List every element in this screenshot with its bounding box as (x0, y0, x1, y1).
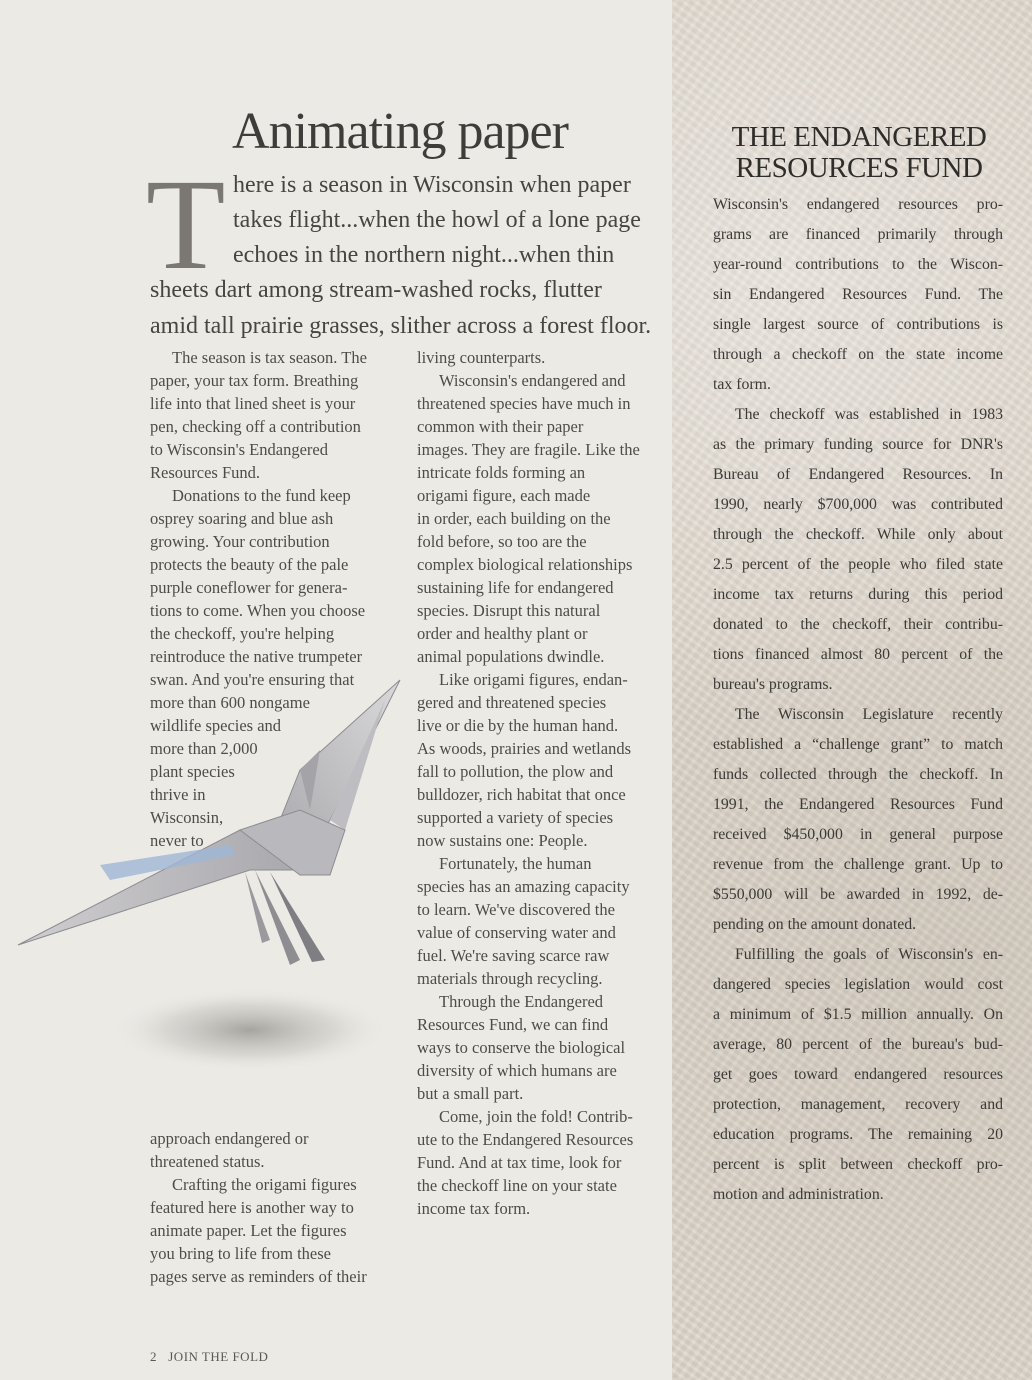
sidebar-line: Fulfilling the goals of Wisconsin's en- (735, 946, 1003, 963)
body-line: Like origami figures, endan- (439, 670, 628, 689)
sidebar-line: as the primary funding source for DNR's (713, 436, 1003, 453)
body-line: Fortunately, the human (439, 854, 592, 873)
body-line: supported a variety of species (417, 808, 614, 827)
body-line: diversity of which humans are (417, 1061, 617, 1080)
body-line: Come, join the fold! Contrib- (439, 1107, 633, 1126)
sidebar-line: bureau's programs. (713, 676, 833, 693)
sidebar-line: protection, management, recovery and (713, 1096, 1003, 1113)
body-line: fuel. We're saving scarce raw (417, 946, 610, 965)
body-line: but a small part. (417, 1084, 524, 1103)
body-line: living counterparts. (417, 348, 546, 367)
body-line: never to (150, 831, 204, 850)
body-line: As woods, prairies and wetlands (417, 739, 632, 758)
body-line: purple coneflower for genera- (150, 578, 348, 597)
body-line: images. They are fragile. Like the (417, 440, 640, 459)
body-line: income tax form. (417, 1199, 531, 1218)
intro-line: here is a season in Wisconsin when paper (233, 172, 631, 198)
body-line: protects the beauty of the pale (150, 555, 349, 574)
sidebar-title (700, 122, 1018, 184)
body-line: approach endangered or (150, 1129, 309, 1148)
sidebar-line: tax form. (713, 376, 771, 393)
body-line: more than 600 nongame (150, 693, 310, 712)
body-line: sustaining life for endangered (417, 578, 614, 597)
body-line: Fund. And at tax time, look for (417, 1153, 622, 1172)
column-left-bottom (150, 1127, 367, 1288)
body-line: threatened status. (150, 1152, 265, 1171)
body-line: gered and threatened species (417, 693, 607, 712)
body-line: osprey soaring and blue ash (150, 509, 334, 528)
sidebar-line: pending on the amount donated. (713, 916, 917, 933)
sidebar-line: Wisconsin's endangered resources pro- (713, 196, 1003, 213)
sidebar-line: 1991, the Endangered Resources Fund (713, 796, 1003, 813)
sidebar-line: The Wisconsin Legislature recently (735, 706, 1003, 723)
body-line: more than 2,000 (150, 739, 258, 758)
sidebar-line: received $450,000 in general purpose (713, 826, 1003, 843)
body-line: the checkoff, you're helping (150, 624, 335, 643)
intro-line: amid tall prairie grasses, slither across a forest floor. (150, 313, 652, 339)
body-line: live or die by the human hand. (417, 716, 619, 735)
body-line: the checkoff line on your state (417, 1176, 617, 1195)
sidebar-line: sin Endangered Resources Fund. The (713, 286, 1003, 303)
sidebar-line: established a “challenge grant” to match (713, 736, 1003, 753)
body-line: animal populations dwindle. (417, 647, 605, 666)
sidebar-line: percent is split between checkoff pro- (713, 1156, 1003, 1173)
sidebar-line: donated to the checkoff, their contribu- (713, 616, 1003, 633)
body-line: to Wisconsin's Endangered (150, 440, 328, 459)
body-line: common with their paper (417, 417, 584, 436)
intro-line: takes flight...when the howl of a lone page (233, 207, 641, 233)
sidebar-line: grams are financed primarily through (713, 226, 1003, 243)
body-line: thrive in (150, 785, 206, 804)
body-line: value of conserving water and (417, 923, 616, 942)
body-line: intricate folds forming an (417, 463, 586, 482)
sidebar-line: income tax returns during this period (713, 586, 1003, 603)
body-line: swan. And you're ensuring that (150, 670, 355, 689)
body-line: fall to pollution, the plow and (417, 762, 614, 781)
sidebar-line: The checkoff was established in 1983 (735, 406, 1003, 423)
body-line: order and healthy plant or (417, 624, 588, 643)
body-line: Wisconsin's endangered and (439, 371, 626, 390)
intro-line: echoes in the northern night...when thin (233, 242, 615, 268)
body-line: complex biological relationships (417, 555, 633, 574)
body-line: in order, each building on the (417, 509, 611, 528)
body-line: you bring to life from these (150, 1244, 332, 1263)
body-line: species has an amazing capacity (417, 877, 630, 896)
body-line: pen, checking off a contribution (150, 417, 361, 436)
body-line: pages serve as reminders of their (150, 1267, 367, 1286)
body-line: plant species (150, 762, 235, 781)
body-line: wildlife species and (150, 716, 282, 735)
sidebar-line: education programs. The remaining 20 (713, 1126, 1003, 1143)
body-line: ways to conserve the biological (417, 1038, 626, 1057)
drop-cap: T (146, 153, 226, 297)
sidebar-line: through the checkoff. While only about (713, 526, 1003, 543)
body-line: growing. Your contribution (150, 532, 330, 551)
sidebar-line: funds collected through the checkoff. In (713, 766, 1003, 783)
body-line: paper, your tax form. Breathing (150, 371, 359, 390)
body-line: species. Disrupt this natural (417, 601, 601, 620)
body-line: Resources Fund. (150, 463, 260, 482)
intro-line: sheets dart among stream-washed rocks, flutter (150, 277, 602, 303)
sidebar-line: motion and administration. (713, 1186, 884, 1203)
body-line: life into that lined sheet is your (150, 394, 356, 413)
body-line: Donations to the fund keep (172, 486, 351, 505)
sidebar-title-line: RESOURCES FUND (735, 152, 983, 184)
body-line: The season is tax season. The (172, 348, 367, 367)
column-right (417, 346, 640, 1220)
body-line: featured here is another way to (150, 1198, 354, 1217)
body-line: now sustains one: People. (417, 831, 588, 850)
body-line: materials through recycling. (417, 969, 603, 988)
sidebar-line: 1990, nearly $700,000 was contributed (713, 496, 1003, 513)
sidebar-line: average, 80 percent of the bureau's bud- (713, 1036, 1003, 1053)
sidebar-line: 2.5 percent of the people who filed state (713, 556, 1003, 573)
sidebar-line: a minimum of $1.5 million annually. On (713, 1006, 1003, 1023)
body-line: to learn. We've discovered the (417, 900, 615, 919)
body-line: origami figure, each made (417, 486, 591, 505)
sidebar-line: dangered species legislation would cost (713, 976, 1003, 993)
article-title: Animating paper (232, 103, 568, 160)
sidebar-line: year-round contributions to the Wiscon- (713, 256, 1003, 273)
page-folio: 2 JOIN THE FOLD (150, 1349, 269, 1364)
sidebar-line: Bureau of Endangered Resources. In (713, 466, 1003, 483)
body-line: bulldozer, rich habitat that once (417, 785, 626, 804)
sidebar-line: tions financed almost 80 percent of the (713, 646, 1003, 663)
body-line: ute to the Endangered Resources (417, 1130, 634, 1149)
sidebar-line: $550,000 will be awarded in 1992, de- (713, 886, 1003, 903)
sidebar-line: get goes toward endangered resources (713, 1066, 1003, 1083)
sidebar-body (713, 190, 1003, 1210)
body-line: Through the Endangered (439, 992, 604, 1011)
body-line: reintroduce the native trumpeter (150, 647, 363, 666)
body-line: Resources Fund, we can find (417, 1015, 609, 1034)
sidebar-line: single largest source of contributions is (713, 316, 1003, 333)
origami-bird-illustration (0, 660, 420, 1080)
body-line: Wisconsin, (150, 808, 224, 827)
body-line: tions to come. When you choose (150, 601, 366, 620)
sidebar-line: through a checkoff on the state income (713, 346, 1003, 363)
body-line: Crafting the origami figures (172, 1175, 357, 1194)
body-line: animate paper. Let the figures (150, 1221, 347, 1240)
sidebar-title-line: THE ENDANGERED (731, 121, 987, 153)
body-line: threatened species have much in (417, 394, 631, 413)
sidebar-line: revenue from the challenge grant. Up to (713, 856, 1003, 873)
body-line: fold before, so too are the (417, 532, 587, 551)
